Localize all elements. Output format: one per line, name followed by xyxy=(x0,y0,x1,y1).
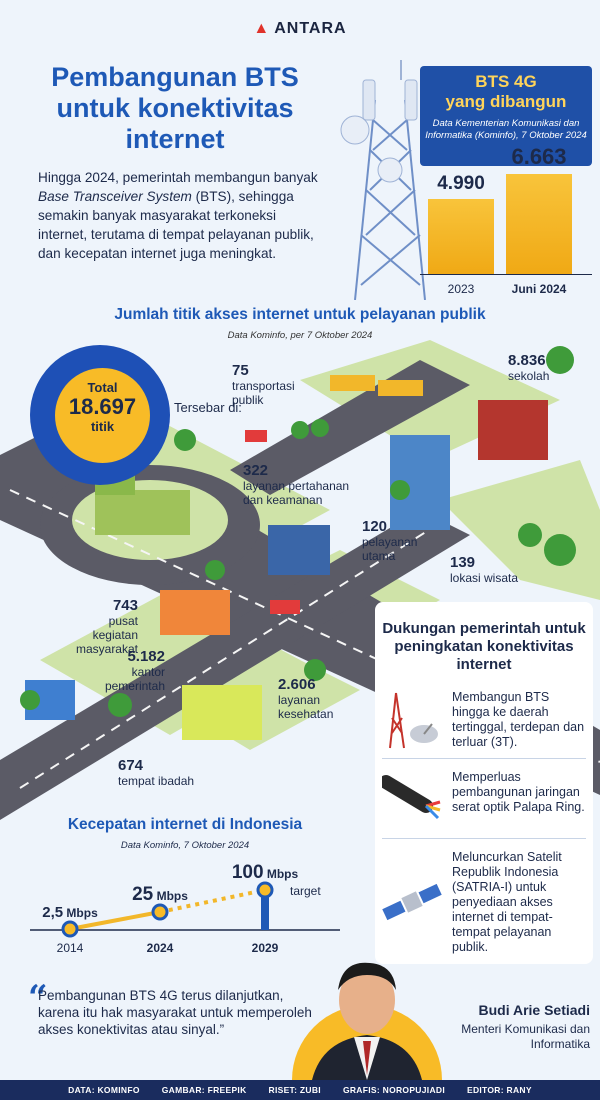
stat-label: sekolah xyxy=(508,369,550,383)
bts-bar-2023 xyxy=(428,199,494,274)
access-source: Data Kominfo, per 7 Oktober 2024 xyxy=(227,330,373,341)
stat-school xyxy=(508,352,549,383)
minister-name: Budi Arie Setiadi xyxy=(478,1002,590,1018)
total-label: Total xyxy=(87,380,118,395)
quote-text: Pembangunan BTS 4G terus dilanjutkan, karena itu hak masyarakat untuk memperoleh akses konektivitas atau sinyal.” xyxy=(38,988,312,1037)
support-item-bts: Membangun BTS hingga ke daerah tertinggal, terdepan dan terluar (3T). xyxy=(452,690,585,749)
stat-value: 674 xyxy=(118,757,144,774)
credits-footer xyxy=(0,1080,600,1100)
access-title: Jumlah titik akses internet untuk pelayanan publik xyxy=(114,306,486,323)
stat-value: 8.836 xyxy=(508,352,546,369)
stat-value: 322 xyxy=(243,462,269,479)
bts-baseline xyxy=(420,274,592,275)
stat-main-service xyxy=(362,518,422,563)
speed-target-label: target xyxy=(290,884,321,898)
bts-title-line1: BTS 4G xyxy=(475,72,537,91)
speed-value-label: 2,5 Mbps xyxy=(42,904,98,921)
stat-value: 75 xyxy=(232,362,249,379)
bts-bar-label: Juni 2024 xyxy=(511,282,567,296)
speed-title: Kecepatan internet di Indonesia xyxy=(67,816,303,833)
credit-graphics: GRAFIS: NOROPUJIADI xyxy=(342,1085,445,1095)
intro-italic: Base Transceiver System xyxy=(38,189,192,204)
stat-label: pusat kegiatan masyarakat xyxy=(75,614,138,656)
support-divider xyxy=(382,838,586,839)
stat-government xyxy=(95,648,165,693)
stat-label: layanan pertahanan dan keamanan xyxy=(243,479,350,507)
stat-value: 139 xyxy=(450,554,476,571)
logo-text: ANTARA xyxy=(274,20,347,37)
credit-data: DATA: KOMINFO xyxy=(68,1085,140,1095)
stat-value: 743 xyxy=(112,597,138,614)
stat-label: lokasi wisata xyxy=(450,571,519,585)
stat-label: pelayanan utama xyxy=(362,535,418,563)
credit-editor: EDITOR: RANY xyxy=(466,1085,532,1095)
tower-dish-icon xyxy=(382,688,442,750)
intro-after: (BTS), sehingga semakin banyak masyarakat terkoneksi internet, terutama di tempat pelayanan publik, dan kecepatan internet juga meningkat. xyxy=(38,189,314,261)
support-title: Dukungan pemerintah untuk peningkatan konektivitas internet xyxy=(382,620,586,673)
stat-worship xyxy=(118,757,194,788)
bts-bar-value: 6.663 xyxy=(511,144,567,170)
page-title: Pembangunan BTS untuk konektivitas internet xyxy=(51,62,299,154)
bts-bar-value: 4.990 xyxy=(437,173,485,195)
bts-bar-label: 2023 xyxy=(447,282,475,296)
satellite-icon xyxy=(380,878,444,926)
speed-point-2029 xyxy=(258,883,272,897)
intro-before: Hingga 2024, pemerintah membangun banyak xyxy=(38,170,318,185)
stat-health xyxy=(278,676,338,721)
stat-tourism xyxy=(450,554,518,585)
speed-point-2014 xyxy=(63,922,77,936)
stat-label: transportasi publik xyxy=(232,379,295,407)
support-item-satellite: Meluncurkan Satelit Republik Indonesia (SATRIA-I) untuk penyediaan akses internet di tempat-tempat pelayanan publik. xyxy=(452,850,562,954)
speed-value-label: 100 Mbps xyxy=(231,862,299,883)
credit-research: RISET: ZUBI xyxy=(268,1085,321,1095)
bts-box-title xyxy=(420,72,592,112)
fiber-cable-icon xyxy=(382,772,442,822)
stat-value: 120 xyxy=(362,518,388,535)
total-badge xyxy=(55,368,150,463)
quote-mark: “ xyxy=(28,978,48,1018)
minister-role: Menteri Komunikasi dan Informatika xyxy=(461,1022,590,1051)
total-value: 18.697 xyxy=(68,394,137,419)
speed-year-label: 2029 xyxy=(251,941,279,955)
stat-defense xyxy=(243,462,363,507)
minister-portrait xyxy=(292,945,442,1080)
antara-logo xyxy=(0,20,600,38)
speed-source: Data Kominfo, 7 Oktober 2024 xyxy=(120,840,250,851)
stat-label: layanan kesehatan xyxy=(278,693,334,721)
stat-transport xyxy=(232,362,302,407)
speed-year-label: 2024 xyxy=(146,941,174,955)
intro-paragraph xyxy=(38,168,328,263)
antara-triangle-icon: ▲ xyxy=(253,20,271,37)
support-item-fiber: Memperluas pembangunan jaringan serat optik Palapa Ring. xyxy=(452,770,585,814)
speed-year-label: 2014 xyxy=(56,941,84,955)
credit-image: GAMBAR: FREEPIK xyxy=(161,1085,247,1095)
stat-label: kantor pemerintah xyxy=(104,665,165,693)
bts-bar-juni-2024 xyxy=(506,174,572,274)
speed-value-label: 25 Mbps xyxy=(132,884,188,905)
stat-value: 2.606 xyxy=(278,676,316,693)
bts-box-source: Data Kementerian Komunikasi dan Informatika (Kominfo), 7 Oktober 2024 xyxy=(425,118,587,141)
stat-value: 5.182 xyxy=(127,648,165,665)
support-divider xyxy=(382,758,586,759)
spread-label: Tersebar di: xyxy=(174,400,242,415)
speed-point-2024 xyxy=(153,905,167,919)
total-unit: titik xyxy=(90,419,115,434)
bts-title-line2: yang dibangun xyxy=(445,92,567,111)
stat-label: tempat ibadah xyxy=(118,774,195,788)
